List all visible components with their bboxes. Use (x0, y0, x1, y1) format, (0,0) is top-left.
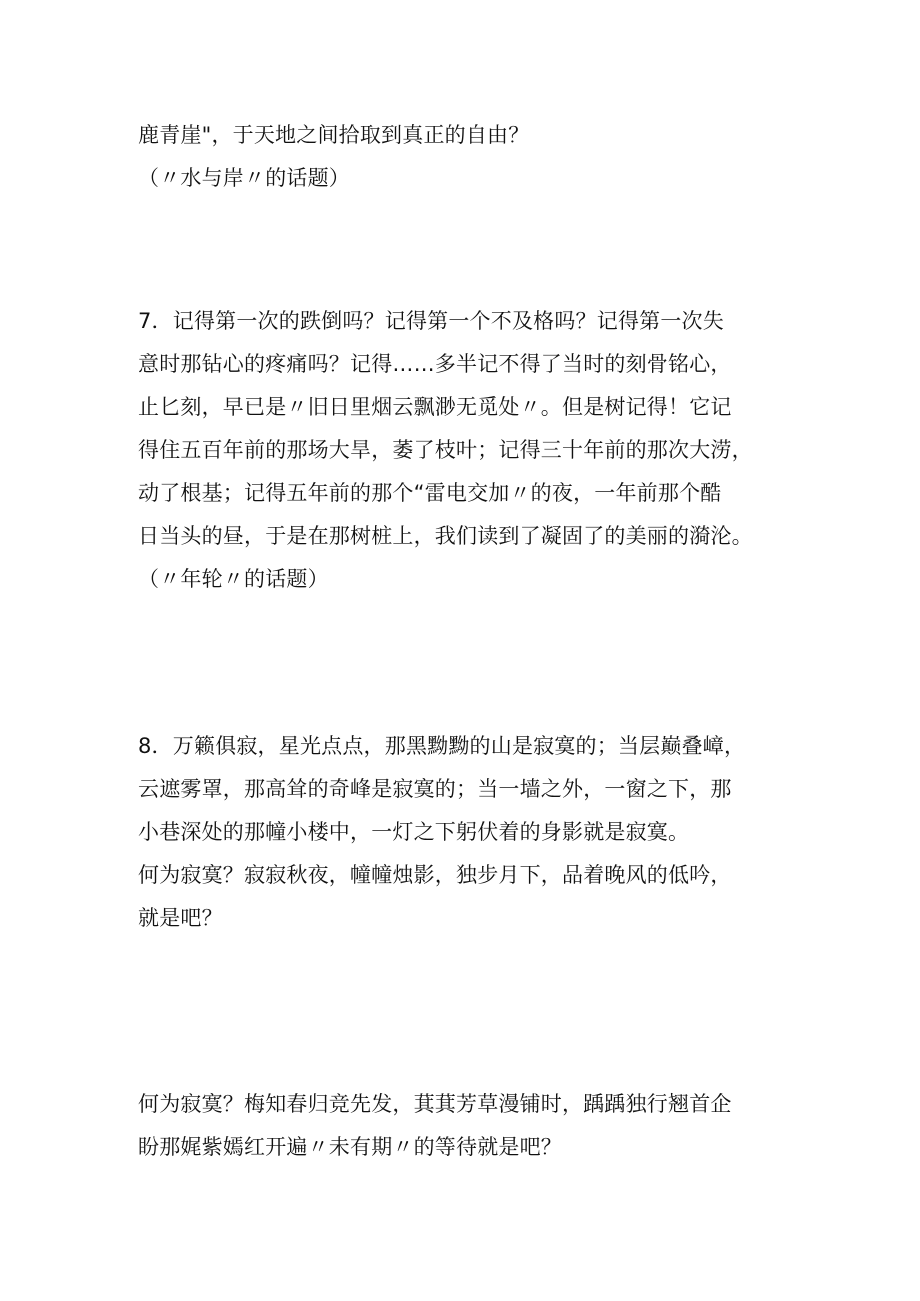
text-line: 得住五百年前的那场大旱，萎了枝叶；记得三十年前的那次大涝， (138, 438, 753, 462)
topic-note: （〃水与岸〃的话题） (138, 166, 350, 190)
text-line: 就是吧？ (138, 906, 223, 930)
text-line: 意时那钻心的疼痛吗？记得……多半记不得了当时的刻骨铭心， (138, 352, 732, 376)
text-line: 何为寂寞？梅知春归竞先发，萁萁芳草漫铺时，踽踽独行翘首企 (138, 1092, 732, 1116)
text-line: 日当头的昼，于是在那树桩上，我们读到了凝固了的美丽的漪沦。 (138, 524, 753, 548)
paragraph-8 (138, 725, 798, 940)
text-line: 止匕刻，早已是〃旧日里烟云飘渺无觅处〃。但是树记得！它记 (138, 395, 732, 419)
paragraph-9 (138, 1083, 798, 1169)
paragraph-7 (138, 300, 798, 601)
text-line: 鹿青崖"，于天地之间拾取到真正的自由？ (138, 123, 530, 147)
topic-note: （〃年轮〃的话题） (138, 567, 329, 591)
text-line: 小巷深处的那幢小楼中，一灯之下躬伏着的身影就是寂寞。 (138, 820, 690, 844)
text-line: 云遮雾罩，那高耸的奇峰是寂寞的；当一墙之外，一窗之下，那 (138, 777, 732, 801)
intro-paragraph (138, 114, 798, 200)
text-line: 盼那娓紫嫣红开遍〃未有期〃的等待就是吧？ (138, 1135, 562, 1159)
text-line: 8．万籁俱寂，星光点点，那黑黝黝的山是寂寞的；当层巅叠嶂， (138, 734, 746, 758)
text-line: 动了根基；记得五年前的那个“雷电交加〃的夜，一年前那个酷 (138, 481, 722, 505)
text-line: 何为寂寞？寂寂秋夜，幢幢烛影，独步月下，品着晚风的低吟， (138, 863, 732, 887)
text-line: 7．记得第一次的跌倒吗？记得第一个不及格吗？记得第一次失 (138, 309, 724, 333)
